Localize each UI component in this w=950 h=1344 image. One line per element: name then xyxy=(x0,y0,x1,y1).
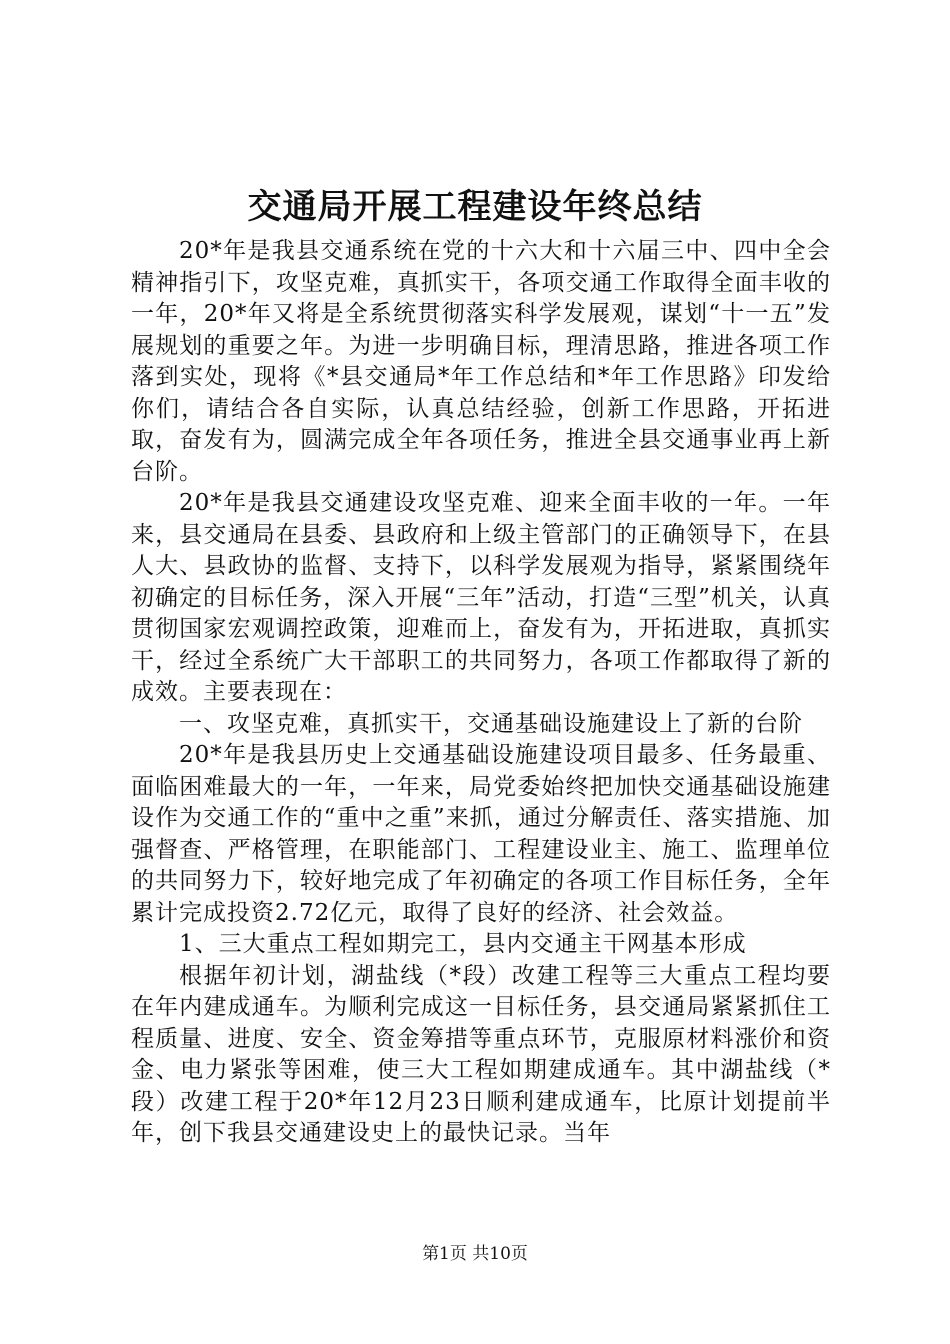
page-number: 第1页 共10页 xyxy=(422,1244,528,1264)
subsection-heading-1: 1、三大重点工程如期完工，县内交通主干网基本形成 xyxy=(179,931,747,957)
paragraph-intro: 20*年是我县交通系统在党的十六大和十六届三中、四中全会精神指引下，攻坚克难，真抓实干，各项交通工作取得全面丰收的一年，20*年又将是全系统贯彻落实科学发展观，谋划“十一五”发展规划的重要之年。为进一步明确目标，理清思路，推进各项工作落到实处，现将《*县交通局*年工作总结和*年工作思路》印发给你们，请结合各自实际，认真总结经验，创新工作思路，开拓进取，奋发有为，圆满完成全年各项任务，推进全县交通事业再上新台阶。 xyxy=(131,238,831,485)
document-title: 交通局开展工程建设年终总结 xyxy=(247,187,703,227)
page-footer xyxy=(0,1242,950,1266)
paragraph-summary: 20*年是我县交通建设攻坚克难、迎来全面丰收的一年。一年来，县交通局在县委、县政府和上级主管部门的正确领导下，在县人大、县政协的监督、支持下，以科学发展观为指导，紧紧围绕年初确定的目标任务，深入开展“三年”活动，打造“三型”机关，认真贯彻国家宏观调控政策，迎难而上，奋发有为，开拓进取，真抓实干，经过全系统广大干部职工的共同努力，各项工作都取得了新的成效。主要表现在： xyxy=(131,490,831,705)
document-body xyxy=(131,236,831,1150)
paragraph-infrastructure: 20*年是我县历史上交通基础设施建设项目最多、任务最重、面临困难最大的一年，一年来，局党委始终把加快交通基础设施建设作为交通工作的“重中之重”来抓，通过分解责任、落实措施、加强督查、严格管理，在职能部门、工程建设业主、施工、监理单位的共同努力下，较好地完成了年初确定的各项工作目标任务，全年累计完成投资2.72亿元，取得了良好的经济、社会效益。 xyxy=(131,742,831,926)
paragraph-key-projects: 根据年初计划，湖盐线（*段）改建工程等三大重点工程均要在年内建成通车。为顺利完成这一目标任务，县交通局紧紧抓住工程质量、进度、安全、资金筹措等重点环节，克服原材料涨价和资金、电力紧张等困难，使三大工程如期建成通车。其中湖盐线（*段）改建工程于20*年12月23日顺利建成通车，比原计划提前半年，创下我县交通建设史上的最快记录。当年 xyxy=(131,962,831,1146)
section-heading-1: 一、攻坚克难，真抓实干，交通基础设施建设上了新的台阶 xyxy=(179,710,803,737)
